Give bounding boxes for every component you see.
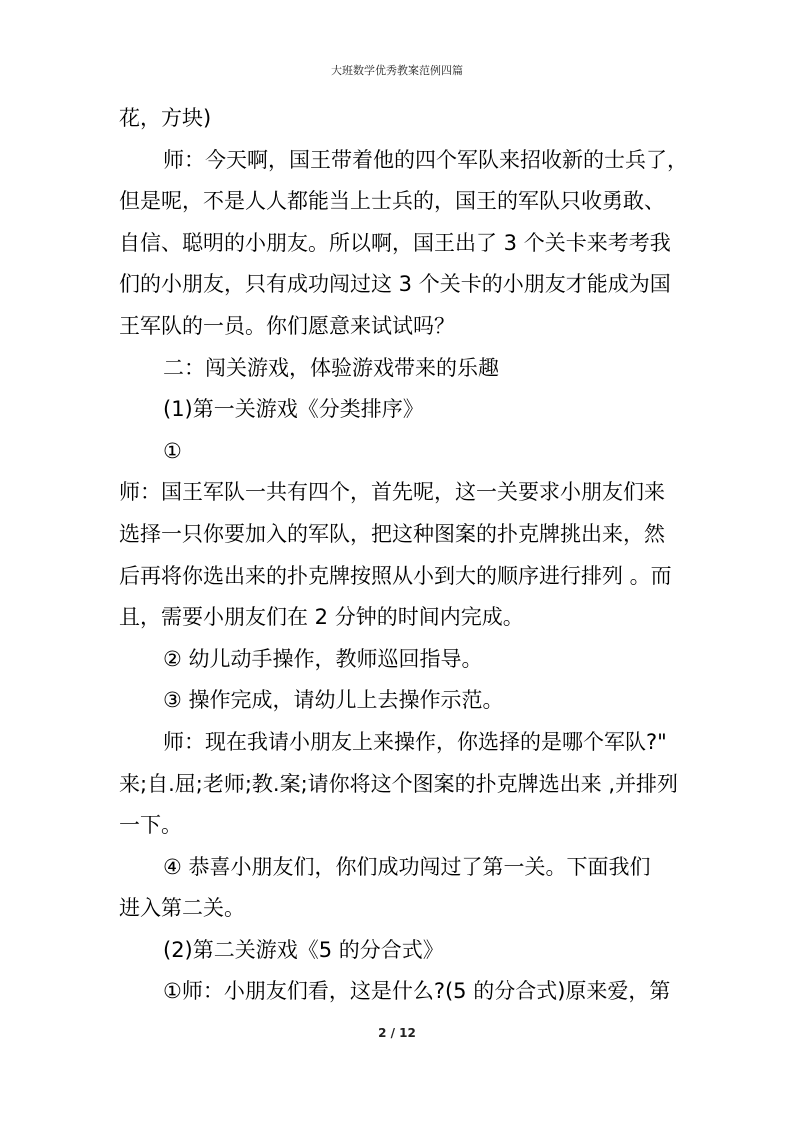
page-number: 2 / 12 (378, 1026, 416, 1040)
text-line: 且，需要小朋友们在 2 分钟的时间内完成。 (119, 605, 524, 630)
text-line: 王军队的一员。你们愿意来试试吗？ (119, 313, 455, 338)
text-line: 自信、聪明的小朋友。所以啊，国王出了 3 个关卡来考考我 (119, 230, 671, 255)
text-line: ① (163, 438, 182, 463)
text-line: 一下。 (119, 813, 182, 838)
text-line: 师：国王军队一共有四个，首先呢，这一关要求小朋友们来 (119, 480, 665, 505)
text-line: 花，方块) (119, 106, 212, 130)
text-line: 们的小朋友，只有成功闯过这 3 个关卡的小朋友才能成为国 (119, 272, 671, 297)
text-line: (1)第一关游戏《分类排序》 (163, 397, 424, 422)
text-line: ④ 恭喜小朋友们，你们成功闯过了第一关。下面我们 (163, 854, 651, 879)
page-header: 大班数学优秀教案范例四篇 (331, 64, 463, 77)
text-line: 后再将你选出来的扑克牌按照从小到大的顺序进行排列 。而 (119, 563, 672, 588)
text-line: (2)第二关游戏《5 的分合式》 (163, 937, 444, 962)
text-line: 但是呢，不是人人都能当上士兵的，国王的军队只收勇敢、 (119, 189, 665, 214)
text-line: 选择一只你要加入的军队，把这种图案的扑克牌挑出来，然 (119, 521, 665, 546)
text-line: 师：今天啊，国王带着他的四个军队来招收新的士兵了， (163, 147, 688, 172)
text-line: ③ 操作完成，请幼儿上去操作示范。 (163, 688, 504, 713)
text-line: ② 幼儿动手操作，教师巡回指导。 (163, 646, 483, 671)
document-body (119, 98, 688, 1013)
text-line: 来;自.屈;老师;教.案;请你将这个图案的扑克牌选出来 ,并排列 (119, 771, 678, 796)
text-line: 二：闯关游戏，体验游戏带来的乐趣 (163, 355, 499, 380)
text-line: ①师：小朋友们看，这是什么?(5 的分合式)原来爱，第 (163, 979, 671, 1004)
text-line: 进入第二关。 (119, 896, 245, 921)
text-line: 师：现在我请小朋友上来操作，你选择的是哪个军队?" (163, 729, 667, 754)
